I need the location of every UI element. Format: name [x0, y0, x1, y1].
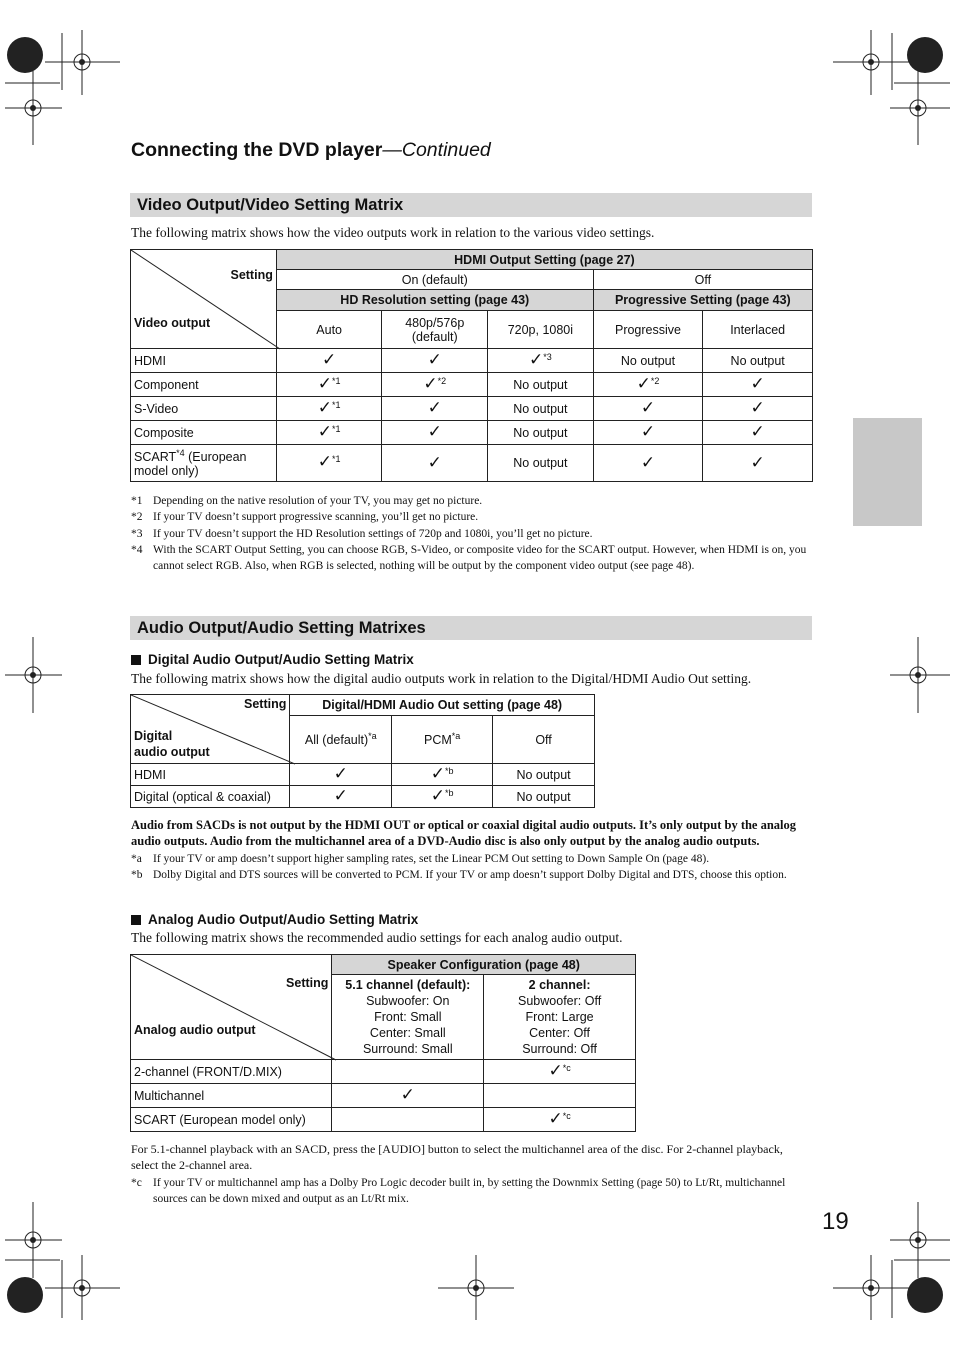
- checkmark-icon: ✓: [317, 398, 333, 419]
- checkmark-icon: ✓: [750, 452, 765, 473]
- row-label: HDMI: [131, 764, 290, 786]
- col-progressive: Progressive: [593, 311, 703, 349]
- page-header: [131, 139, 491, 162]
- analog-subtitle-text: Analog Audio Output/Audio Setting Matrix: [148, 912, 419, 927]
- video-section-title: Video Output/Video Setting Matrix: [130, 193, 812, 217]
- matrix-cell: No output: [593, 349, 703, 373]
- matrix-cell: [593, 445, 703, 482]
- video-footnotes: [131, 493, 811, 574]
- matrix-cell: [332, 1084, 484, 1108]
- checkmark-icon: ✓: [427, 452, 442, 473]
- checkmark-icon: ✓: [400, 1085, 415, 1105]
- matrix-cell: [484, 1084, 636, 1108]
- matrix-cell: ✓$^{*b}$: [392, 764, 493, 786]
- row-label: Multichannel: [131, 1084, 332, 1108]
- digital-subtitle-text: Digital Audio Output/Audio Setting Matrix: [148, 652, 414, 667]
- matrix-cell: ✓$^{*3}$: [488, 349, 594, 373]
- col-pcm: PCM$^{*a}$: [392, 716, 493, 764]
- digital-row-label-2: audio output: [134, 745, 210, 759]
- analog-intro: The following matrix shows the recommended audio settings for each analog audio output.: [131, 930, 623, 945]
- on-default-header: On (default): [276, 270, 593, 290]
- row-label: Composite: [131, 421, 277, 445]
- matrix-cell: ✓$^{*2}$: [593, 373, 703, 397]
- table-row: [131, 397, 813, 421]
- checkmark-icon: ✓: [528, 350, 544, 371]
- matrix-cell: No output: [493, 786, 595, 808]
- row-label: SCART (European model only): [131, 1108, 332, 1132]
- analog-corner-cell: [131, 955, 332, 1060]
- row-label: 2-channel (FRONT/D.MIX): [131, 1060, 332, 1084]
- row-label: HDMI: [131, 349, 277, 373]
- speaker-config-header: Speaker Configuration (page 48): [332, 955, 636, 975]
- matrix-cell: ✓$^{*c}$: [484, 1108, 636, 1132]
- hdmi-output-setting-header: HDMI Output Setting (page 27): [276, 250, 812, 270]
- footnote: *c If your TV or multichannel amp has a Dolby Pro Logic decoder built in, by setting the Downmix Setting (page 50) to Lt/Rt, multichannel sources can be down mixed and output as an Lt/Rt mix.: [131, 1177, 786, 1206]
- video-output-label: Video output: [134, 316, 211, 330]
- digital-intro: The following matrix shows how the digital audio outputs work in relation to the Digital/HDMI Audio Out setting.: [131, 671, 752, 686]
- page-number: 19: [822, 1208, 849, 1235]
- footnote: *a If your TV or amp doesn’t support higher sampling rates, set the Linear PCM Out setting to Down Sample On (page 48).: [131, 853, 710, 865]
- checkmark-icon: ✓: [427, 398, 442, 418]
- footnote: *1 Depending on the native resolution of your TV, you may get no picture.: [131, 495, 483, 507]
- checkmark-icon: ✓: [430, 786, 446, 807]
- row-label: Component: [131, 373, 277, 397]
- checkmark-icon: ✓: [548, 1109, 563, 1130]
- checkmark-icon: ✓: [427, 350, 442, 370]
- col-480p: 480p/576p (default): [382, 311, 488, 349]
- matrix-cell: [593, 397, 703, 421]
- matrix-cell: No output: [703, 349, 813, 373]
- checkmark-icon: ✓: [750, 422, 765, 442]
- checkmark-icon: ✓: [640, 398, 656, 418]
- matrix-cell: ✓$^{*1}$: [276, 373, 382, 397]
- hd-resolution-header: HD Resolution setting (page 43): [276, 290, 593, 311]
- audio-section-title: Audio Output/Audio Setting Matrixes: [130, 616, 812, 640]
- col-2-channel: 2 channel: Subwoofer: Off Front: Large Center: Off Surround: Off: [484, 975, 636, 1060]
- matrix-cell: No output: [488, 397, 594, 421]
- footnote: *3 If your TV doesn’t support the HD Resolution settings of 720p and 1080i, you’ll get no picture.: [131, 527, 593, 540]
- digital-note: Audio from SACDs is not output by the HDMI OUT or optical or coaxial digital audio outputs. It’s only output by the analog audio outputs. Audio from the multichannel area of a DVD-Audio disc is also only output by the analog audio outputs.: [131, 818, 797, 849]
- matrix-cell: [382, 421, 488, 445]
- side-tab: [853, 418, 922, 526]
- matrix-cell: [703, 445, 813, 482]
- digital-footnotes: [131, 851, 811, 884]
- table-row: [131, 764, 595, 786]
- matrix-cell: ✓$^{*1}$: [276, 397, 382, 421]
- col-auto: Auto: [276, 311, 382, 349]
- video-setting-label: Setting: [230, 268, 273, 282]
- matrix-cell: No output: [488, 421, 594, 445]
- checkmark-icon: ✓: [423, 374, 438, 395]
- bullet-square-icon: [131, 915, 141, 925]
- analog-row-label: Analog audio output: [134, 1023, 256, 1037]
- digital-row-label-1: Digital: [134, 729, 173, 743]
- footnote: *2 If your TV doesn’t support progressive scanning, you’ll get no picture.: [131, 511, 479, 524]
- checkmark-icon: ✓: [640, 452, 656, 473]
- progressive-setting-header: Progressive Setting (page 43): [593, 290, 812, 311]
- matrix-cell: [593, 421, 703, 445]
- table-row: [131, 1084, 636, 1108]
- table-row: [131, 373, 813, 397]
- analog-subtitle: [131, 912, 418, 927]
- matrix-cell: No output: [488, 373, 594, 397]
- matrix-cell: [703, 373, 813, 397]
- checkmark-icon: ✓: [636, 374, 651, 395]
- table-row: [131, 421, 813, 445]
- off-header: Off: [593, 270, 812, 290]
- footnote: *b Dolby Digital and DTS sources will be converted to PCM. If your TV or amp doesn’t support Dolby Digital and DTS, choose this option.: [131, 869, 787, 882]
- matrix-cell: ✓$^{*c}$: [484, 1060, 636, 1084]
- checkmark-icon: ✓: [317, 422, 333, 443]
- row-label: Digital (optical & coaxial): [131, 786, 290, 808]
- matrix-cell: [382, 397, 488, 421]
- video-intro: The following matrix shows how the video outputs work in relation to the various video settings.: [131, 225, 655, 240]
- checkmark-icon: ✓: [322, 350, 337, 370]
- checkmark-icon: ✓: [317, 374, 333, 395]
- checkmark-icon: ✓: [430, 764, 446, 785]
- bullet-square-icon: [131, 655, 141, 665]
- analog-setting-label: Setting: [286, 976, 329, 990]
- row-label: SCART$^{*4}$ (European model only): [131, 445, 277, 482]
- col-interlaced: Interlaced: [703, 311, 813, 349]
- digital-audio-matrix: [130, 694, 595, 808]
- checkmark-icon: ✓: [333, 786, 348, 806]
- matrix-cell: [332, 1108, 484, 1132]
- table-row: [131, 786, 595, 808]
- analog-note: For 5.1-channel playback with an SACD, press the [AUDIO] button to select the multichannel area of the disc. For 2-channel playback, select the 2-channel area.: [131, 1142, 783, 1173]
- matrix-cell: [290, 786, 392, 808]
- matrix-cell: ✓$^{*2}$: [382, 373, 488, 397]
- matrix-cell: No output: [493, 764, 595, 786]
- col-720p: 720p, 1080i: [488, 311, 594, 349]
- digital-setting-label: Setting: [244, 697, 287, 711]
- checkmark-icon: ✓: [317, 452, 333, 473]
- matrix-cell: [276, 349, 382, 373]
- digital-subtitle: [131, 652, 414, 667]
- matrix-cell: [290, 764, 392, 786]
- matrix-cell: ✓$^{*b}$: [392, 786, 493, 808]
- matrix-cell: [382, 445, 488, 482]
- col-off: Off: [493, 716, 595, 764]
- header-continued: —Continued: [382, 139, 491, 161]
- table-row: [131, 1108, 636, 1132]
- header-title: Connecting the DVD player: [131, 139, 383, 161]
- checkmark-icon: ✓: [333, 764, 348, 784]
- matrix-cell: ✓$^{*1}$: [276, 445, 382, 482]
- table-row: [131, 445, 813, 482]
- checkmark-icon: ✓: [548, 1061, 563, 1082]
- footnote: *4 With the SCART Output Setting, you can choose RGB, S-Video, or composite video for the SCART output. However, when HDMI is on, you cannot select RGB. Also, when RGB is selected, nothing will be output by the component video output (see page 48).: [131, 543, 807, 573]
- checkmark-icon: ✓: [427, 422, 442, 442]
- col-all-default: All (default)$^{*a}$: [290, 716, 392, 764]
- table-row: [131, 349, 813, 373]
- checkmark-icon: ✓: [750, 398, 765, 418]
- digital-group-header: Digital/HDMI Audio Out setting (page 48): [290, 695, 595, 716]
- checkmark-icon: ✓: [750, 374, 765, 394]
- analog-audio-matrix: [130, 954, 636, 1132]
- matrix-cell: [703, 397, 813, 421]
- matrix-cell: [703, 421, 813, 445]
- matrix-cell: [382, 349, 488, 373]
- matrix-cell: [332, 1060, 484, 1084]
- col-5-1-channel: 5.1 channel (default): Subwoofer: On Front: Small Center: Small Surround: Small: [332, 975, 484, 1060]
- video-corner-cell: [131, 250, 277, 349]
- checkmark-icon: ✓: [640, 422, 656, 442]
- matrix-cell: ✓$^{*1}$: [276, 421, 382, 445]
- row-label: S-Video: [131, 397, 277, 421]
- digital-corner-cell: [131, 695, 290, 764]
- video-setting-matrix: [130, 249, 813, 482]
- analog-footnotes: [131, 1175, 811, 1208]
- table-row: [131, 1060, 636, 1084]
- matrix-cell: No output: [488, 445, 594, 482]
